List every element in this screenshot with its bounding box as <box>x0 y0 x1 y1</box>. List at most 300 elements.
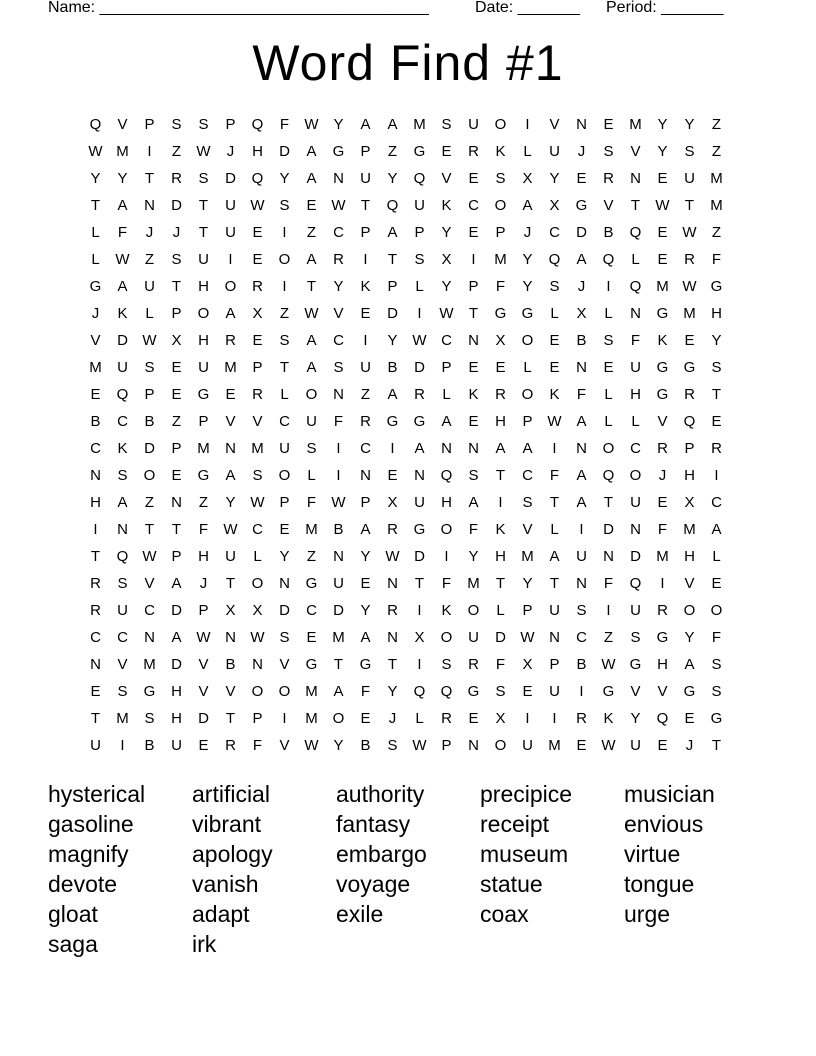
grid-row <box>82 489 732 516</box>
grid-letter: U <box>549 602 560 619</box>
grid-letter: N <box>630 305 641 322</box>
word-list-item: adapt <box>192 901 250 927</box>
grid-letter: T <box>171 521 182 538</box>
grid-letter: I <box>93 521 98 538</box>
grid-letter: F <box>576 386 587 403</box>
grid-letter: A <box>360 629 371 646</box>
grid-letter: N <box>279 575 290 592</box>
grid-row <box>82 678 732 705</box>
grid-letter: Y <box>657 143 668 160</box>
grid-letter: A <box>549 548 560 565</box>
word-list-item: fantasy <box>336 811 411 837</box>
grid-letter: W <box>601 737 616 754</box>
grid-letter: R <box>468 656 479 673</box>
grid-letter: R <box>414 386 425 403</box>
grid-letter: E <box>252 251 263 268</box>
grid-letter: F <box>657 521 668 538</box>
grid-letter: E <box>387 467 398 484</box>
grid-letter: J <box>199 575 208 592</box>
grid-letter: I <box>471 251 476 268</box>
grid-letter: I <box>579 521 584 538</box>
grid-letter: U <box>117 359 128 376</box>
grid-letter: T <box>198 224 209 241</box>
grid-letter: I <box>390 440 395 457</box>
grid-letter: O <box>278 251 291 268</box>
word-list-item: coax <box>480 901 529 927</box>
word-list-item: saga <box>48 931 98 957</box>
grid-letter: A <box>684 656 695 673</box>
grid-letter: F <box>117 224 128 241</box>
grid-letter: V <box>198 683 209 700</box>
grid-letter: H <box>171 710 182 727</box>
grid-letter: R <box>576 710 587 727</box>
grid-letter: G <box>305 575 318 592</box>
grid-row <box>82 435 732 462</box>
grid-letter: S <box>198 116 209 133</box>
grid-letter: V <box>522 521 533 538</box>
grid-letter: B <box>333 521 344 538</box>
grid-letter: M <box>413 116 426 133</box>
grid-letter: U <box>360 359 371 376</box>
grid-letter: X <box>387 494 398 511</box>
grid-letter: E <box>468 413 479 430</box>
grid-letter: H <box>684 467 695 484</box>
grid-letter: H <box>657 656 668 673</box>
grid-letter: N <box>468 737 479 754</box>
grid-letter: K <box>441 197 452 214</box>
grid-letter: V <box>549 116 560 133</box>
grid-letter: R <box>657 440 668 457</box>
grid-letter: T <box>90 710 101 727</box>
grid-letter: C <box>549 224 560 241</box>
grid-letter: B <box>576 332 587 349</box>
grid-letter: S <box>603 332 614 349</box>
worksheet-header <box>48 0 748 19</box>
grid-letter: Z <box>711 116 722 133</box>
grid-letter: E <box>468 224 479 241</box>
grid-letter: M <box>494 251 507 268</box>
word-list-item: gasoline <box>48 811 134 837</box>
grid-letter: A <box>171 575 182 592</box>
grid-letter: N <box>387 629 398 646</box>
grid-letter: I <box>147 143 152 160</box>
grid-letter: S <box>711 656 722 673</box>
grid-letter: N <box>144 629 155 646</box>
grid-letter: Y <box>360 548 371 565</box>
grid-row <box>82 300 732 327</box>
grid-letter: M <box>683 305 696 322</box>
grid-letter: C <box>90 629 101 646</box>
grid-letter: A <box>387 224 398 241</box>
grid-letter: R <box>684 386 695 403</box>
grid-letter: U <box>522 737 533 754</box>
grid-letter: R <box>252 278 263 295</box>
grid-letter: S <box>522 494 533 511</box>
grid-letter: I <box>606 278 611 295</box>
grid-letter: S <box>279 629 290 646</box>
grid-letter: I <box>282 710 287 727</box>
grid-letter: H <box>198 548 209 565</box>
grid-letter: K <box>468 386 479 403</box>
grid-letter: Y <box>441 224 452 241</box>
grid-letter: F <box>495 656 506 673</box>
grid-letter: L <box>307 467 316 484</box>
grid-letter: A <box>117 494 128 511</box>
grid-letter: F <box>279 116 290 133</box>
grid-letter: V <box>333 305 344 322</box>
grid-letter: Q <box>116 386 129 403</box>
grid-letter: O <box>494 197 507 214</box>
grid-row <box>82 327 732 354</box>
grid-letter: H <box>711 305 722 322</box>
grid-letter: V <box>630 683 641 700</box>
name-field: Name: _____________________________________ <box>48 0 429 16</box>
grid-letter: L <box>523 359 532 376</box>
grid-letter: R <box>711 440 722 457</box>
grid-letter: A <box>576 467 587 484</box>
grid-letter: G <box>575 197 588 214</box>
grid-letter: Q <box>629 224 642 241</box>
grid-letter: G <box>332 143 345 160</box>
grid-letter: C <box>144 602 155 619</box>
grid-letter: R <box>495 386 506 403</box>
grid-letter: P <box>360 224 371 241</box>
grid-letter: P <box>684 440 695 457</box>
grid-letter: C <box>279 413 290 430</box>
grid-letter: T <box>90 197 101 214</box>
grid-letter: O <box>629 467 642 484</box>
grid-letter: S <box>252 467 263 484</box>
grid-letter: I <box>498 494 503 511</box>
grid-letter: S <box>171 251 182 268</box>
grid-letter: B <box>360 737 371 754</box>
grid-letter: T <box>549 494 560 511</box>
grid-letter: U <box>225 224 236 241</box>
date-field: Date: _______ <box>475 0 580 16</box>
grid-letter: T <box>549 575 560 592</box>
grid-letter: G <box>656 386 669 403</box>
grid-letter: W <box>439 305 454 322</box>
grid-letter: U <box>144 278 155 295</box>
grid-letter: E <box>90 386 101 403</box>
grid-letter: Z <box>387 143 398 160</box>
grid-letter: W <box>304 305 319 322</box>
grid-letter: X <box>495 332 506 349</box>
grid-letter: E <box>684 332 695 349</box>
grid-letter: E <box>495 359 506 376</box>
grid-letter: E <box>171 386 182 403</box>
grid-letter: V <box>279 737 290 754</box>
word-list-item: apology <box>192 841 273 867</box>
grid-letter: C <box>441 332 452 349</box>
grid-letter: Y <box>333 278 344 295</box>
grid-letter: T <box>225 710 236 727</box>
grid-letter: O <box>224 278 237 295</box>
grid-letter: G <box>197 386 210 403</box>
grid-letter: U <box>225 197 236 214</box>
grid-letter: R <box>468 143 479 160</box>
grid-letter: J <box>658 467 667 484</box>
grid-letter: O <box>602 440 615 457</box>
grid-letter: E <box>603 359 614 376</box>
grid-letter: G <box>359 656 372 673</box>
grid-letter: U <box>117 602 128 619</box>
word-list-item: magnify <box>48 841 129 867</box>
grid-letter: W <box>196 143 211 160</box>
grid-letter: A <box>117 197 128 214</box>
grid-letter: T <box>90 548 101 565</box>
grid-letter: S <box>198 170 209 187</box>
grid-letter: R <box>171 170 182 187</box>
grid-letter: A <box>306 359 317 376</box>
grid-letter: C <box>333 224 344 241</box>
grid-letter: Y <box>360 602 371 619</box>
grid-letter: T <box>387 656 398 673</box>
word-list <box>48 779 768 959</box>
grid-letter: F <box>603 575 614 592</box>
grid-letter: Y <box>441 278 452 295</box>
grid-letter: V <box>144 575 155 592</box>
grid-letter: I <box>579 683 584 700</box>
grid-letter: C <box>630 440 641 457</box>
grid-letter: K <box>549 386 560 403</box>
grid-letter: E <box>549 332 560 349</box>
grid-row <box>82 165 732 192</box>
grid-letter: N <box>90 467 101 484</box>
word-list-item: gloat <box>48 901 98 927</box>
word-list-item: devote <box>48 871 118 897</box>
grid-letter: S <box>117 683 128 700</box>
grid-letter: I <box>552 710 557 727</box>
grid-letter: U <box>576 548 587 565</box>
grid-letter: V <box>657 413 668 430</box>
grid-letter: N <box>360 467 371 484</box>
grid-letter: X <box>684 494 695 511</box>
grid-letter: G <box>305 656 318 673</box>
grid-letter: D <box>576 224 587 241</box>
grid-letter: O <box>278 467 291 484</box>
grid-letter: R <box>603 170 614 187</box>
grid-letter: C <box>117 629 128 646</box>
grid-letter: H <box>90 494 101 511</box>
grid-letter: R <box>387 521 398 538</box>
grid-letter: G <box>629 656 642 673</box>
grid-letter: Y <box>468 548 479 565</box>
grid-letter: O <box>440 629 453 646</box>
grid-letter: D <box>279 143 290 160</box>
grid-letter: E <box>603 116 614 133</box>
grid-letter: E <box>657 170 668 187</box>
grid-letter: B <box>387 359 398 376</box>
grid-letter: F <box>198 521 209 538</box>
grid-letter: W <box>196 629 211 646</box>
grid-letter: Z <box>144 251 155 268</box>
grid-letter: U <box>90 737 101 754</box>
grid-letter: A <box>495 440 506 457</box>
grid-letter: A <box>468 494 479 511</box>
grid-letter: D <box>171 656 182 673</box>
grid-letter: G <box>413 521 426 538</box>
grid-letter: L <box>91 251 100 268</box>
grid-letter: A <box>576 251 587 268</box>
grid-letter: J <box>577 143 586 160</box>
grid-letter: P <box>252 359 263 376</box>
grid-letter: S <box>144 710 155 727</box>
grid-letter: Y <box>387 332 398 349</box>
grid-letter: R <box>225 737 236 754</box>
grid-letter: A <box>360 116 371 133</box>
grid-letter: G <box>521 305 534 322</box>
grid-letter: J <box>145 224 154 241</box>
grid-letter: U <box>630 602 641 619</box>
grid-letter: Z <box>603 629 614 646</box>
grid-letter: F <box>306 494 317 511</box>
grid-letter: L <box>496 602 505 619</box>
grid-letter: T <box>630 197 641 214</box>
grid-letter: M <box>467 575 480 592</box>
grid-letter: Z <box>198 494 209 511</box>
grid-letter: M <box>332 629 345 646</box>
grid-letter: X <box>549 197 560 214</box>
grid-letter: R <box>657 602 668 619</box>
grid-letter: Y <box>117 170 128 187</box>
grid-letter: Y <box>684 629 695 646</box>
grid-letter: Q <box>386 197 399 214</box>
grid-letter: Q <box>683 413 696 430</box>
grid-letter: X <box>225 602 236 619</box>
grid-letter: L <box>280 386 289 403</box>
grid-letter: A <box>522 197 533 214</box>
grid-letter: W <box>88 143 103 160</box>
grid-letter: R <box>90 575 101 592</box>
grid-letter: T <box>225 575 236 592</box>
grid-letter: V <box>603 197 614 214</box>
grid-letter: P <box>549 656 560 673</box>
grid-letter: S <box>468 467 479 484</box>
grid-letter: Q <box>440 467 453 484</box>
grid-letter: R <box>90 602 101 619</box>
grid-letter: X <box>171 332 182 349</box>
grid-row <box>82 570 732 597</box>
grid-letter: D <box>171 197 182 214</box>
grid-letter: T <box>711 386 722 403</box>
grid-row <box>82 192 732 219</box>
grid-letter: L <box>712 548 721 565</box>
grid-letter: S <box>711 359 722 376</box>
grid-letter: J <box>172 224 181 241</box>
grid-letter: P <box>441 359 452 376</box>
word-list-item: irk <box>192 931 217 957</box>
grid-letter: M <box>548 737 561 754</box>
grid-letter: I <box>417 602 422 619</box>
grid-letter: R <box>333 251 344 268</box>
grid-letter: E <box>711 413 722 430</box>
grid-letter: W <box>547 413 562 430</box>
grid-letter: N <box>252 656 263 673</box>
grid-letter: U <box>171 737 182 754</box>
grid-letter: J <box>388 710 397 727</box>
grid-letter: U <box>414 494 425 511</box>
grid-letter: X <box>441 251 452 268</box>
word-list-item: virtue <box>624 841 681 867</box>
grid-letter: Q <box>116 548 129 565</box>
grid-letter: C <box>711 494 722 511</box>
grid-letter: P <box>171 440 182 457</box>
grid-letter: S <box>279 332 290 349</box>
grid-letter: S <box>711 683 722 700</box>
grid-letter: F <box>441 575 452 592</box>
grid-letter: J <box>523 224 532 241</box>
grid-letter: C <box>252 521 263 538</box>
grid-letter: E <box>360 710 371 727</box>
word-list-item: vanish <box>192 871 259 897</box>
word-list-item: precipice <box>480 781 573 807</box>
grid-letter: Z <box>171 143 182 160</box>
grid-letter: W <box>331 494 346 511</box>
grid-row <box>82 597 732 624</box>
grid-letter: L <box>604 413 613 430</box>
grid-letter: S <box>117 467 128 484</box>
grid-letter: H <box>198 332 209 349</box>
grid-letter: A <box>441 413 452 430</box>
grid-letter: M <box>197 440 210 457</box>
grid-letter: E <box>252 332 263 349</box>
grid-letter: F <box>495 278 506 295</box>
grid-letter: E <box>684 710 695 727</box>
grid-letter: E <box>468 170 479 187</box>
grid-letter: E <box>441 143 452 160</box>
grid-letter: N <box>225 629 236 646</box>
grid-letter: G <box>602 683 615 700</box>
grid-letter: J <box>685 737 694 754</box>
grid-letter: P <box>171 305 182 322</box>
grid-letter: I <box>228 251 233 268</box>
grid-letter: M <box>116 143 129 160</box>
grid-letter: B <box>144 413 155 430</box>
grid-letter: A <box>522 440 533 457</box>
grid-letter: M <box>521 548 534 565</box>
grid-letter: M <box>629 116 642 133</box>
grid-letter: O <box>251 575 264 592</box>
period-field: Period: _______ <box>606 0 724 16</box>
word-list-item: receipt <box>480 811 550 837</box>
grid-letter: E <box>306 197 317 214</box>
grid-letter: G <box>413 413 426 430</box>
grid-letter: U <box>360 170 371 187</box>
grid-letter: P <box>279 494 290 511</box>
grid-letter: M <box>305 710 318 727</box>
grid-letter: H <box>684 548 695 565</box>
grid-letter: E <box>360 305 371 322</box>
grid-letter: G <box>710 710 723 727</box>
grid-letter: N <box>171 494 182 511</box>
grid-letter: N <box>333 386 344 403</box>
grid-letter: E <box>171 359 182 376</box>
grid-letter: I <box>336 440 341 457</box>
grid-letter: S <box>495 683 506 700</box>
grid-letter: D <box>117 332 128 349</box>
grid-letter: K <box>117 440 128 457</box>
grid-letter: V <box>225 413 236 430</box>
grid-letter: E <box>657 494 668 511</box>
grid-letter: A <box>387 116 398 133</box>
grid-letter: A <box>306 170 317 187</box>
grid-letter: V <box>441 170 452 187</box>
grid-letter: F <box>711 251 722 268</box>
grid-letter: G <box>656 305 669 322</box>
grid-letter: B <box>90 413 101 430</box>
grid-letter: E <box>279 521 290 538</box>
